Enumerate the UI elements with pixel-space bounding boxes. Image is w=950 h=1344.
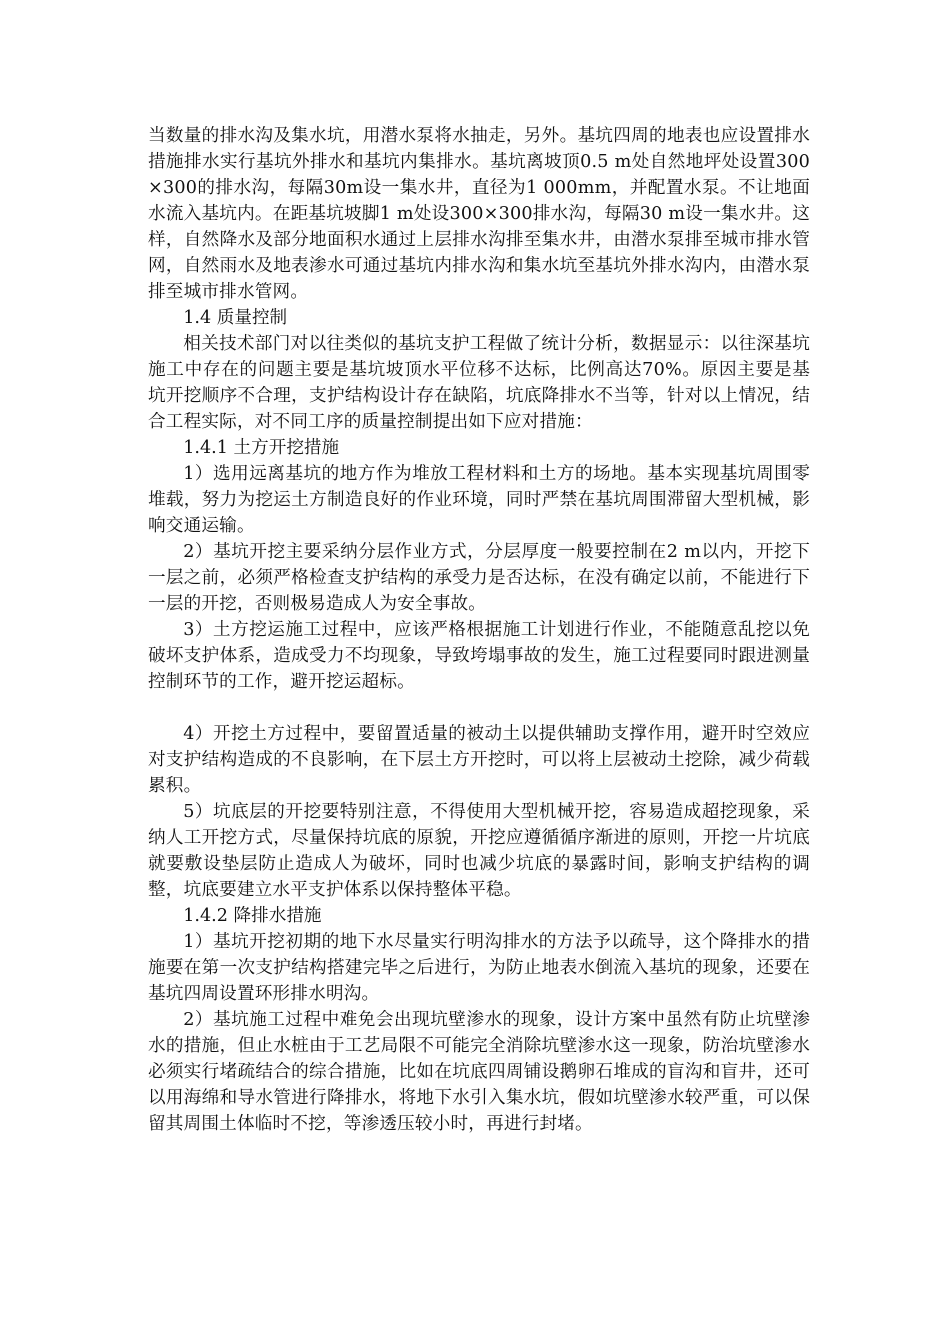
paragraph-excavation-2: 2）基坑开挖主要采纳分层作业方式，分层厚度一般要控制在2 m以内，开挖下一层之前，必须严格检查支护结构的承受力是否达标，在没有确定以前，不能进行下一层的开挖，否则极易造成人为安全事故。 (148, 542, 810, 614)
blank-line (148, 695, 810, 721)
paragraph-excavation-1: 1）选用远离基坑的地方作为堆放工程材料和土方的场地。基本实现基坑周围零堆载，努力为挖运土方制造良好的作业环境，同时严禁在基坑周围滞留大型机械，影响交通运输。 (148, 464, 810, 536)
paragraph-excavation-4: 4）开挖土方过程中，要留置适量的被动土以提供辅助支撑作用，避开时空效应对支护结构造成的不良影响，在下层土方开挖时，可以将上层被动土挖除，减少荷载累积。 (148, 724, 810, 796)
paragraph-excavation-3: 3）土方挖运施工过程中，应该严格根据施工计划进行作业，不能随意乱挖以免破坏支护体系，造成受力不均现象，导致垮塌事故的发生，施工过程要同时跟进测量控制环节的工作，避开挖运超标。 (148, 620, 810, 692)
section-heading-quality-control: 1.4 质量控制 (183, 308, 288, 328)
subsection-heading-dewatering: 1.4.2 降排水措施 (183, 906, 322, 926)
paragraph-dewatering-1: 1）基坑开挖初期的地下水尽量实行明沟排水的方法予以疏导，这个降排水的措施要在第一次支护结构搭建完毕之后进行，为防止地表水倒流入基坑的现象，还要在基坑四周设置环形排水明沟。 (148, 932, 810, 1004)
paragraph-dewatering-2: 2）基坑施工过程中难免会出现坑壁渗水的现象，设计方案中虽然有防止坑壁渗水的措施，但止水桩由于工艺局限不可能完全消除坑壁渗水这一现象，防治坑壁渗水必须实行堵疏结合的综合措施，比如在坑底四周铺设鹅卵石堆成的盲沟和盲井，还可以用海绵和导水管进行降排水，将地下水引入集水坑，假如坑壁渗水较严重，可以保留其周围土体临时不挖，等渗透压较小时，再进行封堵。 (148, 1010, 810, 1134)
paragraph-excavation-5: 5）坑底层的开挖要特别注意，不得使用大型机械开挖，容易造成超挖现象，采纳人工开挖方式，尽量保持坑底的原貌，开挖应遵循循序渐进的原则，开挖一片坑底就要敷设垫层防止造成人为破坏，同时也减少坑底的暴露时间，影响支护结构的调整，坑底要建立水平支护体系以保持整体平稳。 (148, 802, 810, 900)
document-page (148, 123, 810, 1137)
paragraph-quality-control: 相关技术部门对以往类似的基坑支护工程做了统计分析，数据显示：以往深基坑施工中存在的问题主要是基坑坡顶水平位移不达标，比例高达70%。原因主要是基坑开挖顺序不合理，支护结构设计存在缺陷，坑底降排水不当等，针对以上情况，结合工程实际，对不同工序的质量控制提出如下应对措施： (148, 334, 810, 432)
subsection-heading-excavation: 1.4.1 土方开挖措施 (183, 438, 340, 458)
paragraph-drainage-intro: 当数量的排水沟及集水坑，用潜水泵将水抽走，另外。基坑四周的地表也应设置排水措施排水实行基坑外排水和基坑内集排水。基坑离坡顶0.5 m处自然地坪处设置300×300的排水沟，每隔30m设一集水井，直径为1 000mm，并配置水泵。不让地面水流入基坑内。在距基坑坡脚1 m处设300×300排水沟，每隔30 m设一集水井。这样，自然降水及部分地面积水通过上层排水沟排至集水井，由潜水泵排至城市排水管网，自然雨水及地表渗水可通过基坑内排水沟和集水坑至基坑外排水沟内，由潜水泵排至城市排水管网。 (148, 126, 810, 302)
